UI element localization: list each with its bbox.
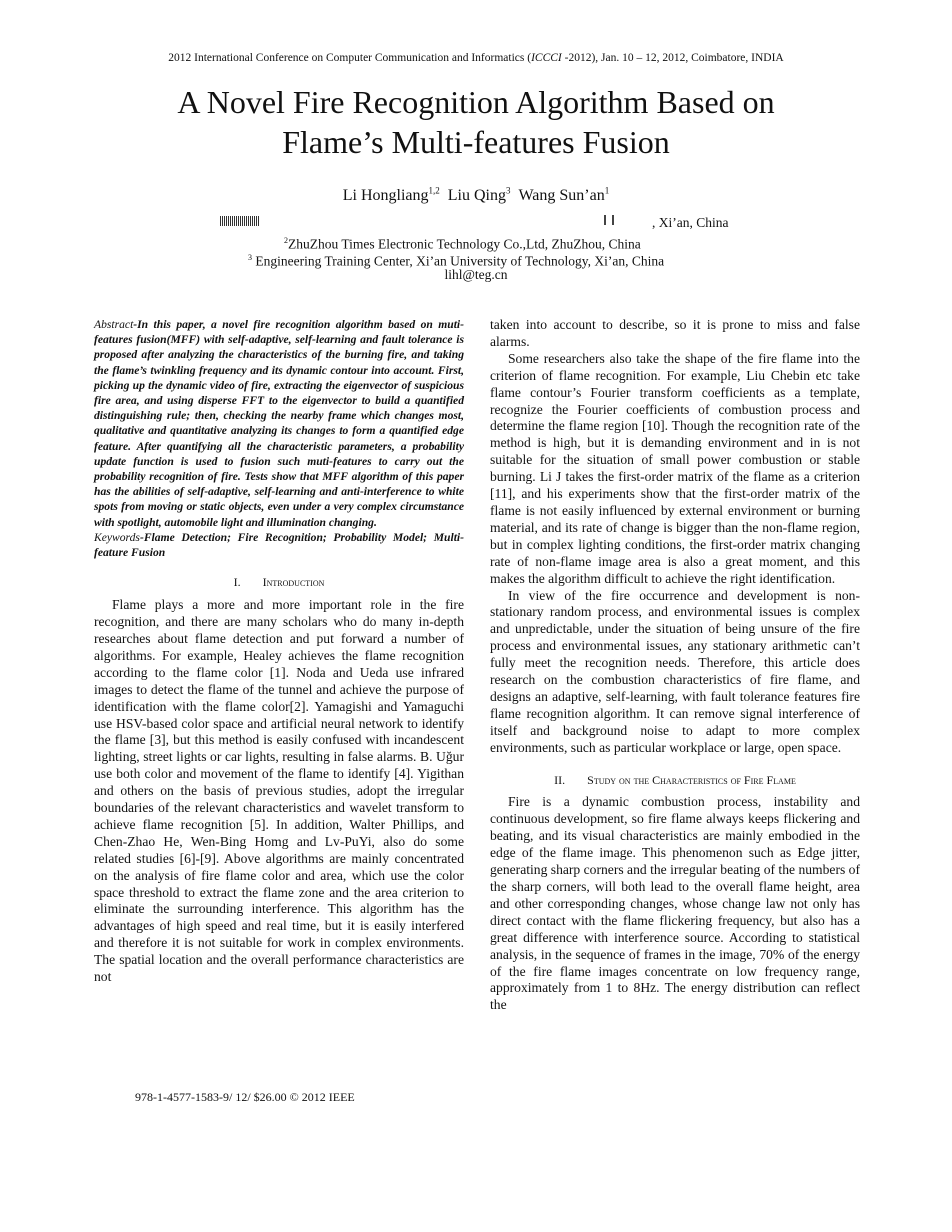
affiliation-1: , Xi’an, China — [652, 215, 729, 230]
body-paragraph: Flame plays a more and more important role in the fire recognition, and there are many scholars who do many in-depth researches about flame detection and put forward a number of algorithms. For example, Healey achieves the flame recognition according to the flame color [1]. Noda and Ueda use infrared images to detect the flame of the tunnel and achieve the purpose of identification with the flame color[2]. Yamagishi and Yamaguchi use HSV-based color space and artificial neural network to identify the flame [3], but this method is easily confused with incandescent lighting, street lights or car lights, resulting in false alarms. B. Uğur use both color and movement of the flame to identify [4]. Yigithan and others on the basis of previous studies, adopt the irregular boundaries of the relevant characteristics and wavelet transform to achieve flame recognition [5]. In addition, Walter Phillips, and Chen-Zhao He, Wen-Bing Homg and Lv-PuYi, also do some related studies [6]-[9]. Above algorithms are mainly concentrated on the analysis of fire flame color and area, which use the color space threshold to extract the flame zone and the area criterion to eliminate the surrounding interference. This algorithm has the advantages of high speed and real time, but it is easily interfered and therefore it is not suitable for work in complex environments. The spatial location and the overall performance characteristics are not — [94, 597, 464, 985]
left-column — [94, 317, 464, 986]
affiliation-3: $^3$ Engineering Training Center, Xi’an University of Technology, Xi’an, China — [248, 253, 665, 269]
abstract — [94, 317, 464, 530]
body-paragraph: taken into account to describe, so it is prone to miss and false alarms. — [490, 317, 860, 349]
author-email: lihl@teg.cn — [444, 267, 508, 282]
author-list — [0, 186, 952, 205]
affiliation-2: $^2$ZhuZhou Times Electronic Technology Co.,Ltd, ZhuZhou, China — [284, 236, 641, 252]
keywords-label: Keywords — [94, 530, 140, 544]
author: Liu Qing$^3$ — [447, 186, 511, 205]
conference-header — [0, 52, 952, 64]
author: Li Hongliang$^{1,2}$ — [342, 186, 440, 205]
abstract-label: Abstract — [94, 318, 134, 331]
garbled-affiliation-glyph — [604, 215, 614, 225]
title-line-1: A Novel Fire Recognition Algorithm Based on — [177, 84, 775, 120]
abstract-text: -In this paper, a novel fire recognition algorithm based on muti-features fusion(MFF) with self-adaptive, self-learning and fault tolerance is proposed after analyzing the characteristics of the burning fire, and taking the flame’s twinkling frequency and its dynamic contour into account. First, picking up the dynamic video of fire, extracting the eigenvector of suspicious fire area, and using disperse FFT to the eigenvector to build a quantified distinguishing rule; then, checking the nearby frame which changes most, qualitative and quantitative analyzing its changes to form a quantified edge feature. After quantifying all the characteristic parameters, a probability update function is used to fusion such muti-features to carry out the probability recognition of fire. Tests show that MFF algorithm of this paper has the abilities of self-adaptive, self-learning and anti-interference to white spots from moving or static objects, even under a very complex circumstance with spotlight, automobile light and illumination changing. — [94, 318, 464, 529]
body-paragraph: Some researchers also take the shape of the fire flame into the criterion of flame recognition. For example, Liu Chebin etc take flame contour’s Fourier transform coefficients as a template, recognize the Fourier coefficients of combustion process and determine the flame region [10]. Though the recognition rate of the method is high, but it is demanding environment and in is not suitable for the situation of small power combustion or stable burning. Li J takes the first-order matrix of the flame as a criterion [11], and his experiments show that the first-order matrix of the flame is not easily influenced by external environment or burning material, and its rate of change is bigger than the non-flame region, but in complex lighting conditions, the first-order matrix changing rate of non-flame image area is also a great moment, and this makes the algorithm difficult to achieve the right identification. — [490, 350, 860, 586]
keywords-text: -Flame Detection; Fire Recognition; Probability Model; Multi-feature Fusion — [94, 530, 464, 560]
body-paragraph: Fire is a dynamic combustion process, instability and continuous development, so fire flame always keeps flickering and beating, and its visual characteristics are mainly embodied in the edge of the flame image. This phenomenon such as Edge jitter, generating sharp corners and the irregular beating of the numbers of the sharp corners, will both lead to the overall flame height, area and other corresponding changes, whose change law not only has direct contact with the flame flickering frequency, but also has a great difference with interference source. According to statistical analysis, in the sequence of frames in the image, 70% of the energy of the fire flame images concentrate on low frequency range, approximately from 1 to 8Hz. The energy distribution can reflect the — [490, 794, 860, 1013]
author: Wang $Sun’an^1$ — [518, 186, 610, 205]
conference-abbr: ICCCI — [531, 52, 562, 64]
copyright-footer: 978-1-4577-1583-9/ 12/ $26.00 © 2012 IEEE — [135, 1090, 355, 1104]
section-heading: I. Introduction — [233, 575, 325, 590]
paper-title — [60, 82, 892, 162]
conference-details: -2012), Jan. 10 – 12, 2012, Coimbatore, INDIA — [561, 52, 784, 64]
body-paragraph: In view of the fire occurrence and development is non-stationary random process, and environmental issues is complex and unpredictable, under the situation of being unsure of the fire process and environmental issues, any stationary arithmetic can’t fully meet the recognition needs. Therefore, this article does research on the combustion characteristics of fire flame, and designs an adaptive, self-learning, with fault tolerance features fire flame recognition algorithm. It can remove signal interference of itself and background noise to adapt to more complex environments, such as particular workplace or large, open space. — [490, 587, 860, 755]
garbled-affiliation-glyph — [220, 216, 260, 226]
section-heading: II. Study on the Characteristics of Fire Flame — [554, 772, 796, 787]
right-column — [490, 317, 860, 1014]
keywords — [94, 530, 464, 560]
title-line-2: Flame’s Multi-features Fusion — [282, 124, 670, 160]
conference-name: 2012 International Conference on Computer Communication and Informatics ( — [168, 52, 532, 64]
